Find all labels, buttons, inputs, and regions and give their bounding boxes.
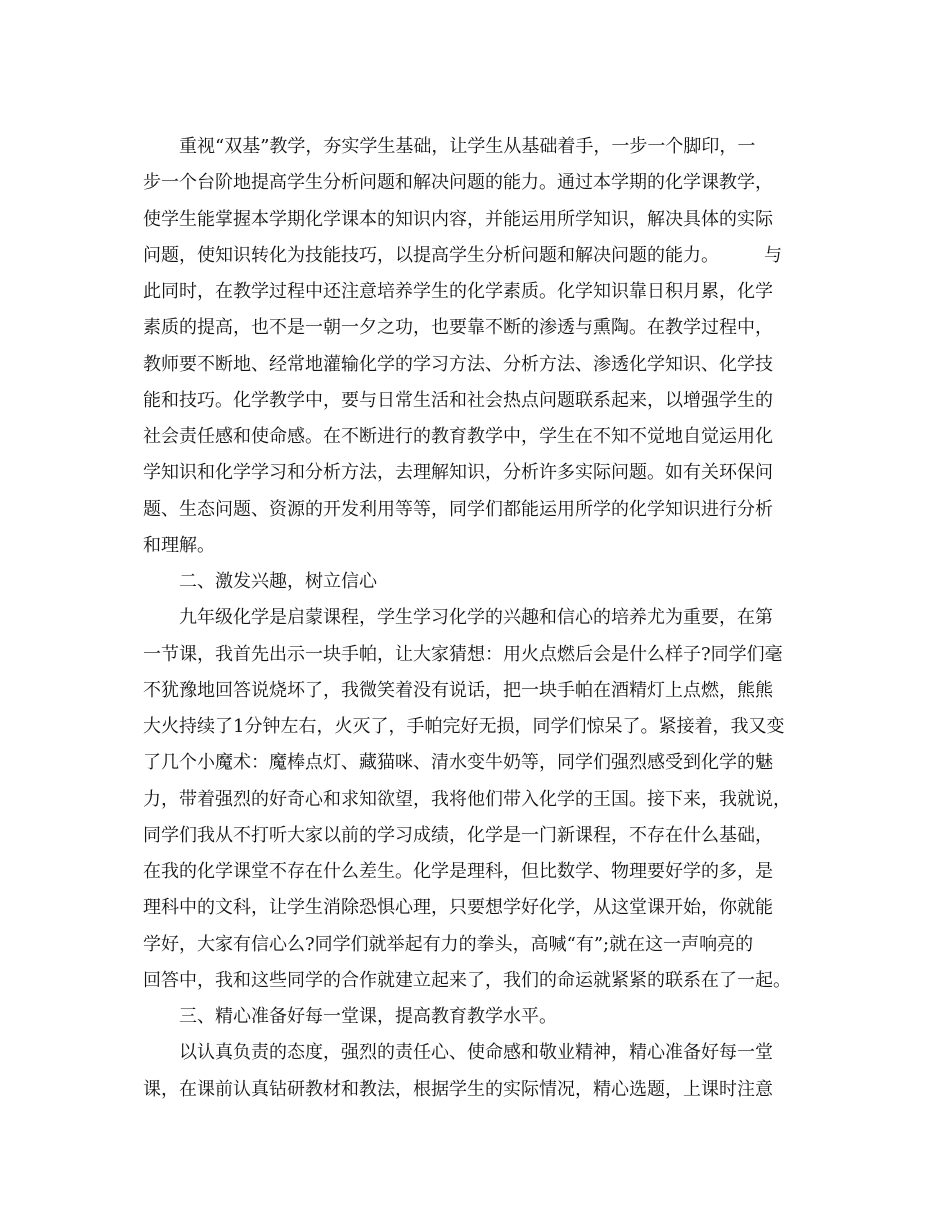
text-line: 学知识和化学学习和分析方法，去理解知识，分析许多实际问题。如有关环保问: [143, 462, 773, 484]
text-line: 理科中的文科，让学生消除恐惧心理，只要想学好化学，从这堂课开始，你就能: [143, 897, 773, 919]
text-line: 以认真负责的态度，强烈的责任心、使命感和敬业精神，精心准备好每一堂: [143, 1042, 773, 1064]
text-line: 不犹豫地回答说烧坏了，我微笑着没有说话，把一块手帕在酒精灯上点燃，熊熊: [143, 679, 773, 701]
text-line: 力，带着强烈的好奇心和求知欲望，我将他们带入化学的王国。接下来，我就说，: [143, 788, 791, 810]
text-line: 回答中，我和这些同学的合作就建立起来了，我们的命运就紧紧的联系在了一起。: [143, 969, 791, 991]
text-line: 问题，使知识转化为技能技巧，以提高学生分析问题和解决问题的能力。 与: [143, 244, 782, 266]
text-line: 二、激发兴趣，树立信心: [143, 571, 377, 592]
text-line: 步一个台阶地提高学生分析问题和解决问题的能力。通过本学期的化学课教学，: [143, 172, 773, 194]
text-line: 同学们我从不打听大家以前的学习成绩，化学是一门新课程，不存在什么基础，: [143, 824, 773, 846]
document-body: [143, 129, 803, 1108]
text-line: 九年级化学是启蒙课程，学生学习化学的兴趣和信心的培养尤为重要，在第: [143, 607, 773, 629]
text-line: 一节课，我首先出示一块手帕，让大家猜想：用火点燃后会是什么样子?同学们毫: [143, 643, 783, 665]
text-line: 了几个小魔术：魔棒点灯、藏猫咪、清水变牛奶等，同学们强烈感受到化学的魅: [143, 752, 773, 774]
text-line: 学好，大家有信心么?同学们就举起有力的拳头，高喊“有”;就在这一声响亮的: [143, 933, 754, 955]
text-line: 此同时，在教学过程中还注意培养学生的化学素质。化学知识靠日积月累，化学: [143, 281, 773, 302]
text-line: 三、精心准备好每一堂课，提高教育教学水平。: [143, 1006, 557, 1027]
text-line: 使学生能掌握本学期化学课本的知识内容，并能运用所学知识，解决具体的实际: [143, 208, 773, 230]
text-line: 和理解。: [143, 534, 215, 556]
text-line: 社会责任感和使命感。在不断进行的教育教学中，学生在不知不觉地自觉运用化: [143, 426, 773, 447]
text-line: 在我的化学课堂不存在什么差生。化学是理科，但比数学、物理要好学的多，是: [143, 861, 773, 882]
text-line: 教师要不断地、经常地灌输化学的学习方法、分析方法、渗透化学知识、化学技: [143, 353, 773, 375]
text-line: 大火持续了1分钟左右，火灭了，手帕完好无损，同学们惊呆了。紧接着，我又变: [143, 716, 785, 737]
text-line: 重视“双基”教学，夯实学生基础，让学生从基础着手，一步一个脚印，一: [143, 136, 756, 157]
text-line: 能和技巧。化学教学中，要与日常生活和社会热点问题联系起来，以增强学生的: [143, 389, 773, 411]
text-line: 题、生态问题、资源的开发利用等等，同学们都能运用所学的化学知识进行分析: [143, 498, 773, 520]
text-line: 素质的提高，也不是一朝一夕之功，也要靠不断的渗透与熏陶。在教学过程中，: [143, 317, 773, 339]
text-line: 课，在课前认真钻研教材和教法，根据学生的实际情况，精心选题，上课时注意: [143, 1078, 773, 1100]
